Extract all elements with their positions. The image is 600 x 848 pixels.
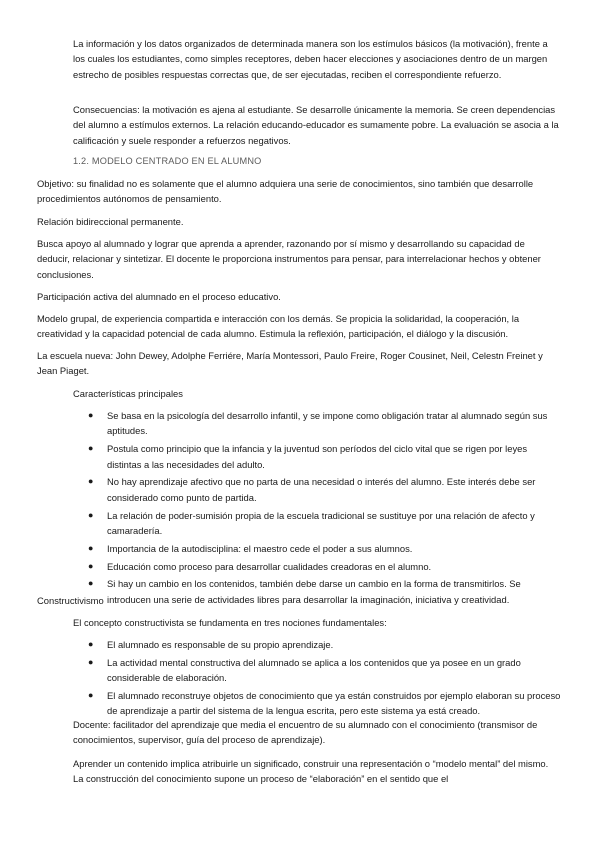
caracteristicas-list bbox=[88, 408, 562, 610]
paragraph-participacion: Participación activa del alumnado en el proceso educativo. bbox=[37, 291, 281, 302]
bullet-icon: ● bbox=[88, 542, 94, 553]
list-item: ● Postula como principio que la infancia y la juventud son períodos del ciclo vital que se rigen por leyes distintas a las necesidades del adulto. bbox=[88, 443, 528, 470]
list-item: ● La actividad mental constructiva del alumnado se aplica a los contenidos que ya posee en un grado considerable de elaboración. bbox=[88, 656, 521, 684]
bullet-icon: ● bbox=[88, 639, 94, 649]
nociones-list bbox=[88, 637, 562, 721]
constructivismo-title: Constructivismo bbox=[37, 595, 104, 606]
bullet-icon: ● bbox=[88, 578, 94, 589]
bullet-icon: ● bbox=[88, 443, 94, 454]
paragraph-objetivo: Objetivo: su finalidad no es solamente que el alumno adquiera una serie de conocimientos, sino también que desarrolle procedimientos autónomos de pensamiento. bbox=[37, 178, 534, 205]
bullet-icon: ● bbox=[88, 560, 94, 571]
list-item: ● Educación como proceso para desarrollar cualidades creadoras en el alumno. bbox=[88, 559, 562, 574]
list-item: ● La relación de poder-sumisión propia de la escuela tradicional se sustituye por una relación de afecto y camaradería. bbox=[88, 509, 535, 537]
intro-paragraph-consecuencias: Consecuencias: la motivación es ajena al estudiante. Se desarrolle únicamente la memoria. Se creen dependencias del alumno a estímulos externos. La relación educando-educador es sumamente pobre. La evaluación se asocia a la calificación y suele responder a refuerzos negativos. bbox=[73, 104, 559, 146]
intro-paragraph-motivacion: La información y los datos organizados de determinada manera son los estímulos básicos (la motivación), frente a los cuales los estudiantes, como simples receptores, deben hacer elecciones y asociaciones dentro de un margen estrecho de posibles respuestas correctas que, de ser ejecutadas, reciben el correspondiente refuerzo. bbox=[73, 38, 548, 80]
list-item: ● El alumnado reconstruye objetos de conocimiento que ya están construidos por ejemplo elaboran su proceso de aprendizaje a partir del sistema de la lengua escrita, pero este sistema ya está creado. bbox=[88, 690, 561, 717]
bullet-icon: ● bbox=[88, 410, 94, 420]
paragraph-docente: Docente: facilitador del aprendizaje que media el encuentro de su alumnado con el conocimiento (transmisor de conocimientos, supervisor, guía del proceso de aprendizaje). bbox=[73, 719, 538, 746]
bullet-icon: ● bbox=[88, 476, 94, 487]
bullet-icon: ● bbox=[88, 656, 94, 667]
paragraph-relacion: Relación bidireccional permanente. bbox=[37, 216, 184, 227]
section-heading: 1.2. MODELO CENTRADO EN EL ALUMNO bbox=[73, 156, 262, 166]
list-item: ● El alumnado es responsable de su propio aprendizaje. bbox=[88, 637, 562, 652]
paragraph-aprender: Aprender un contenido implica atribuirle un significado, construir una representación o “modelo mental” del mismo. La construcción del conocimiento supone un proceso de “elaboración” en el sentido que el bbox=[73, 758, 549, 785]
bullet-icon: ● bbox=[88, 509, 94, 520]
bullet-icon: ● bbox=[88, 690, 94, 700]
list-item: ● No hay aprendizaje afectivo que no parta de una necesidad o interés del alumno. Este interés debe ser considerado como punto de partida. bbox=[88, 476, 536, 503]
paragraph-escuela-nueva: La escuela nueva: John Dewey, Adolphe Ferriére, María Montessori, Paulo Freire, Roger Cousinet, Neil, Celestn Freinet y Jean Piaget. bbox=[37, 350, 543, 377]
list-item: ● Se basa en la psicología del desarrollo infantil, y se impone como obligación tratar al alumnado según sus aptitudes. bbox=[88, 410, 548, 437]
list-item: ● Si hay un cambio en los contenidos, también debe darse un cambio en la forma de transmitirlos. Se introducen una serie de actividades libres para desarrollar la imaginación, iniciativa y creatividad. bbox=[88, 578, 521, 605]
paragraph-busca: Busca apoyo al alumnado y lograr que aprenda a aprender, razonando por sí mismo y desarrollando su capacidad de deducir, relacionar y sintetizar. El docente le proporciona instrumentos para pensar, para interrelacionar hechos y obtener conclusiones. bbox=[37, 238, 541, 280]
constructivismo-intro: El concepto constructivista se fundamenta en tres nociones fundamentales: bbox=[73, 617, 387, 628]
list-item: ● Importancia de la autodisciplina: el maestro cede el poder a sus alumnos. bbox=[88, 541, 562, 556]
paragraph-modelo-grupal: Modelo grupal, de experiencia compartida e interacción con los demás. Se propicia la solidaridad, la cooperación, la creatividad y la capacidad potencial de cada alumno. Estimula la reflexión, participación, el diálogo y la discusión. bbox=[37, 313, 520, 340]
caracteristicas-title: Características principales bbox=[73, 388, 183, 399]
